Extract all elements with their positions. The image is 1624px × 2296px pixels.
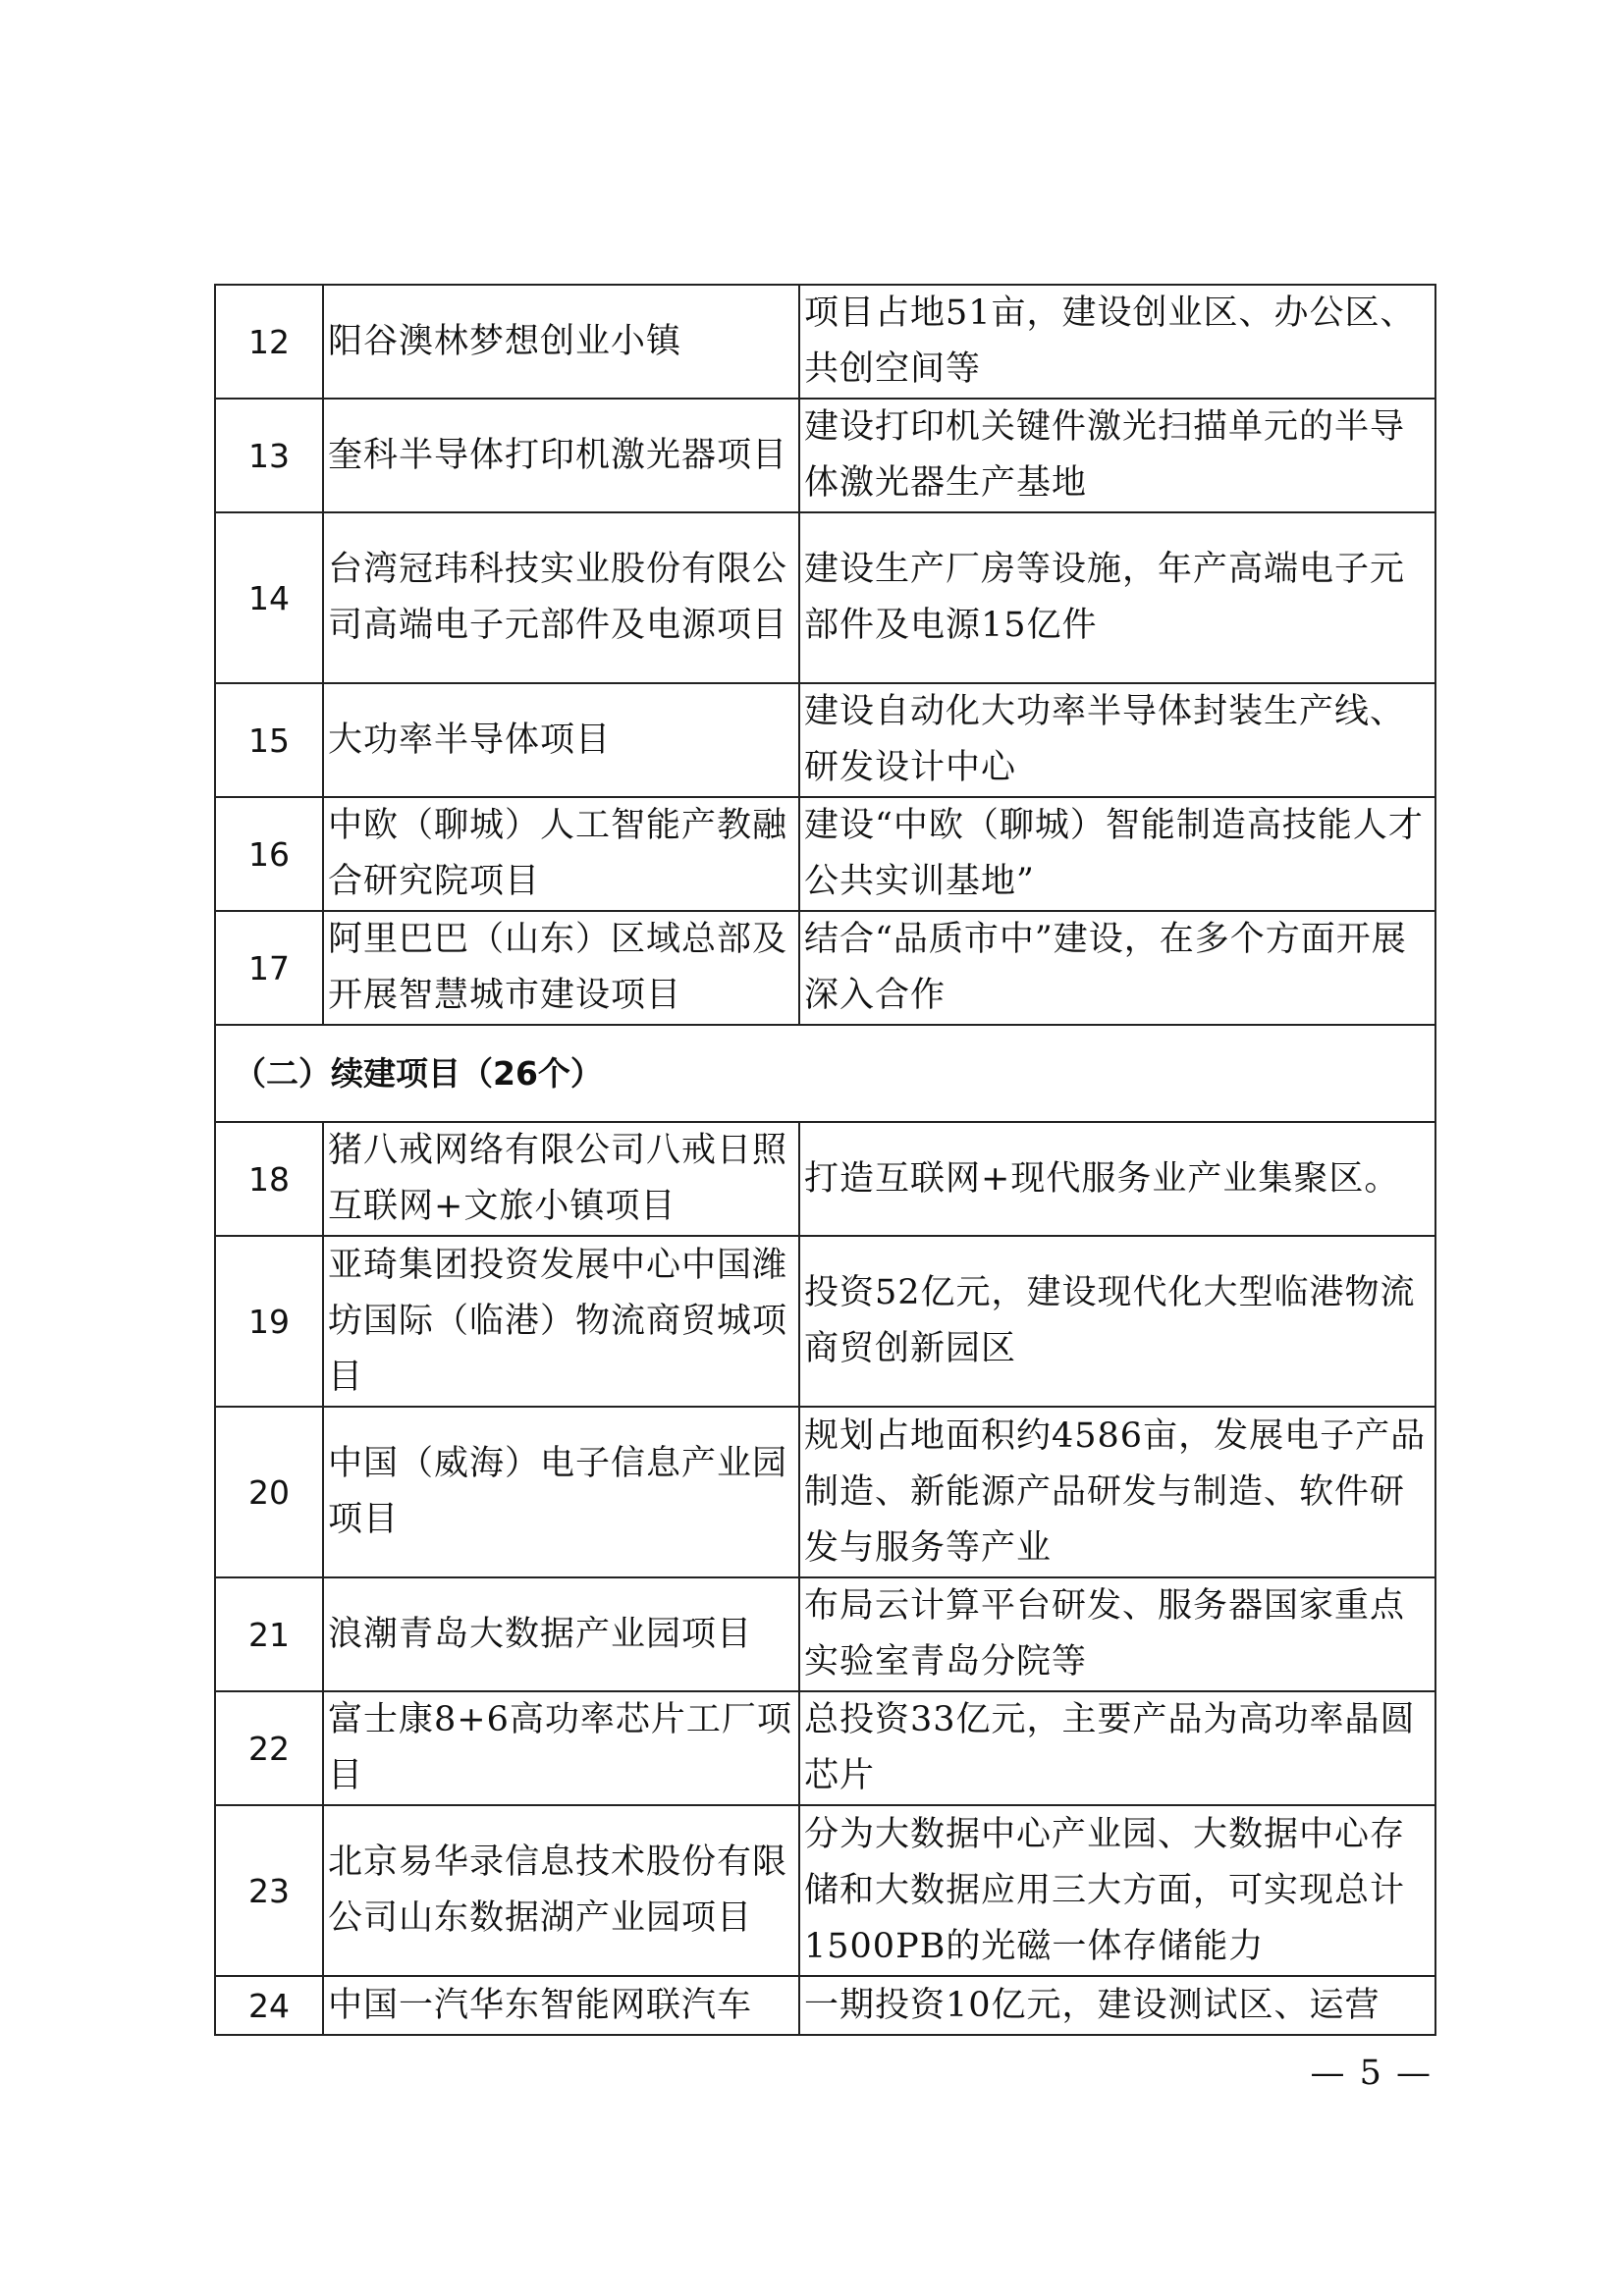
project-description: 规划占地面积约4586亩，发展电子产品制造、新能源产品研发与制造、软件研发与服务等产业 [799,1407,1435,1577]
row-number: 22 [215,1691,323,1805]
row-number: 24 [215,1976,323,2035]
project-description: 分为大数据中心产业园、大数据中心存储和大数据应用三大方面，可实现总计1500PB的光磁一体存储能力 [799,1805,1435,1976]
project-description: 布局云计算平台研发、服务器国家重点实验室青岛分院等 [799,1577,1435,1691]
project-name: 亚琦集团投资发展中心中国潍坊国际（临港）物流商贸城项目 [323,1236,799,1407]
project-description: 投资52亿元，建设现代化大型临港物流商贸创新园区 [799,1236,1435,1407]
section-header-row [215,1025,1435,1122]
row-number: 20 [215,1407,323,1577]
table-row [215,911,1435,1025]
project-description: 项目占地51亩，建设创业区、办公区、共创空间等 [799,285,1435,399]
project-description: 结合“品质市中”建设，在多个方面开展深入合作 [799,911,1435,1025]
project-description: 建设自动化大功率半导体封装生产线、研发设计中心 [799,683,1435,797]
row-number: 23 [215,1805,323,1976]
project-name: 富士康8+6高功率芯片工厂项目 [323,1691,799,1805]
project-table [214,284,1436,2036]
row-number: 12 [215,285,323,399]
table-row [215,683,1435,797]
row-number: 21 [215,1577,323,1691]
project-name: 台湾冠玮科技实业股份有限公司高端电子元部件及电源项目 [323,512,799,683]
project-name: 奎科半导体打印机激光器项目 [323,399,799,512]
table-row [215,1691,1435,1805]
project-description: 建设“中欧（聊城）智能制造高技能人才公共实训基地” [799,797,1435,911]
row-number: 16 [215,797,323,911]
page-number: — 5 — [1310,2054,1433,2093]
project-name: 大功率半导体项目 [323,683,799,797]
project-name: 阳谷澳林梦想创业小镇 [323,285,799,399]
project-name: 猪八戒网络有限公司八戒日照互联网+文旅小镇项目 [323,1122,799,1236]
section-title: （二）续建项目（26个） [215,1025,1435,1122]
project-name: 中欧（聊城）人工智能产教融合研究院项目 [323,797,799,911]
project-name: 浪潮青岛大数据产业园项目 [323,1577,799,1691]
row-number: 18 [215,1122,323,1236]
row-number: 19 [215,1236,323,1407]
project-name: 中国一汽华东智能网联汽车 [323,1976,799,2035]
row-number: 17 [215,911,323,1025]
table-row [215,1976,1435,2035]
table-row [215,399,1435,512]
row-number: 15 [215,683,323,797]
table-row [215,1805,1435,1976]
row-number: 13 [215,399,323,512]
row-number: 14 [215,512,323,683]
project-description: 一期投资10亿元，建设测试区、运营 [799,1976,1435,2035]
table-row [215,285,1435,399]
table-row [215,797,1435,911]
project-description: 建设打印机关键件激光扫描单元的半导体激光器生产基地 [799,399,1435,512]
table-row [215,1236,1435,1407]
project-description: 建设生产厂房等设施，年产高端电子元部件及电源15亿件 [799,512,1435,683]
project-name: 阿里巴巴（山东）区域总部及开展智慧城市建设项目 [323,911,799,1025]
table-row [215,1122,1435,1236]
table-row [215,1577,1435,1691]
table-row [215,512,1435,683]
table-row [215,1407,1435,1577]
project-description: 打造互联网+现代服务业产业集聚区。 [799,1122,1435,1236]
project-description: 总投资33亿元，主要产品为高功率晶圆芯片 [799,1691,1435,1805]
project-name: 中国（威海）电子信息产业园项目 [323,1407,799,1577]
project-name: 北京易华录信息技术股份有限公司山东数据湖产业园项目 [323,1805,799,1976]
